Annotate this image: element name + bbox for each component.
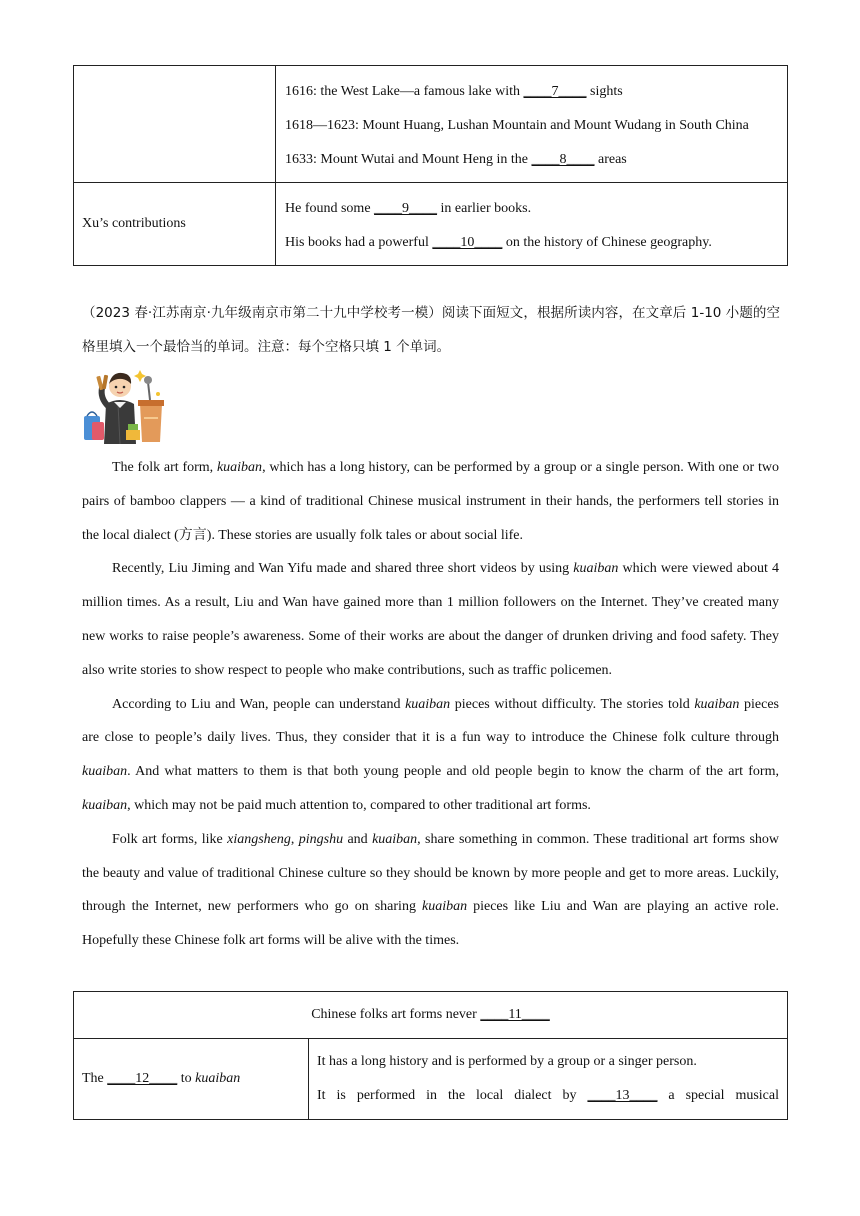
text-line: 1616: the West Lake—a famous lake with ____7____ sights [285,78,787,112]
row-label-contributions: Xu’s contributions [74,183,276,266]
person-playing-clappers-icon [82,364,168,446]
table-cell-contributions [276,183,788,266]
answer-blank-13: ____13____ [587,1088,658,1103]
table-row [74,183,788,266]
table-row [74,1039,788,1120]
text-line: It is performed in the local dialect by ____13____ a special musical [317,1079,779,1113]
table-cell-introduction [309,1039,788,1120]
answer-blank-8: ____8____ [531,152,595,167]
summary-table-title: Chinese folks art forms never ____11____ [74,992,788,1039]
answer-blank-9: ____9____ [374,201,438,216]
text-line: He found some ____9____ in earlier books. [285,195,787,229]
text-line: His books had a powerful ____10____ on the history of Chinese geography. [285,229,787,257]
table-cell-travels [276,66,788,183]
answer-blank-10: ____10____ [432,235,503,250]
passage-paragraph-4: Folk art forms, like xiangsheng, pingshu and kuaiban, share something in common. These traditional art forms show the beauty and value of traditional Chinese culture so they should be known by more people and get to more areas. Luckily, through the Internet, new performers who go on sharing kuaiban pieces like Liu and Wan are playing an active role. Hopefully these Chinese folk art forms will be alive with the times. [82,831,780,949]
question-instructions: （2023 春·江苏南京·九年级南京市第二十九中学校考一模）阅读下面短文，根据所读内容，在文章后 1-10 小题的空格里填入一个最恰当的单词。注意：每个空格只填 1 个单词。 [82,305,780,355]
table-row [74,992,788,1039]
passage-paragraph-2: Recently, Liu Jiming and Wan Yifu made and shared three short videos by using kuaiban which were viewed about 4 million times. As a result, Liu and Wan have gained more than 1 million followers on the Internet. They’ve created many new works to raise people’s awareness. Some of their works are about the danger of drunken driving and food safety. They also write stories to show respect to people who make contributions, such as traffic policemen. [82,561,779,678]
info-table-top [73,65,788,266]
answer-blank-7: ____7____ [523,84,587,99]
reading-passage [82,451,779,958]
text-line: It has a long history and is performed by a group or a singer person. [317,1054,697,1069]
summary-table [73,991,788,1120]
answer-blank-11: ____11____ [480,1007,550,1022]
table-row [74,66,788,183]
passage-paragraph-1: The folk art form, kuaiban, which has a long history, can be performed by a group or a single person. With one or two pairs of bamboo clappers — a kind of traditional Chinese musical instrument in their hands, the performers tell stories in the local dialect (方言). These stories are usually folk tales or about social life. [82,460,780,543]
answer-blank-12: ____12____ [107,1071,178,1086]
text-line: 1618—1623: Mount Huang, Lushan Mountain and Mount Wudang in South China [285,118,749,133]
table-cell-empty [74,66,276,183]
text-line: 1633: Mount Wutai and Mount Heng in the ____8____ areas [285,146,787,174]
row-label-introduction: The ____12____ to kuaiban [74,1039,309,1120]
passage-paragraph-3: According to Liu and Wan, people can understand kuaiban pieces without difficulty. The stories told kuaiban pieces are close to people’s daily lives. Thus, they consider that it is a fun way to introduce the Chinese folk culture through kuaiban. And what matters to them is that both young people and old people begin to know the charm of the art form, kuaiban, which may not be paid much attention to, compared to other traditional art forms. [82,696,779,813]
